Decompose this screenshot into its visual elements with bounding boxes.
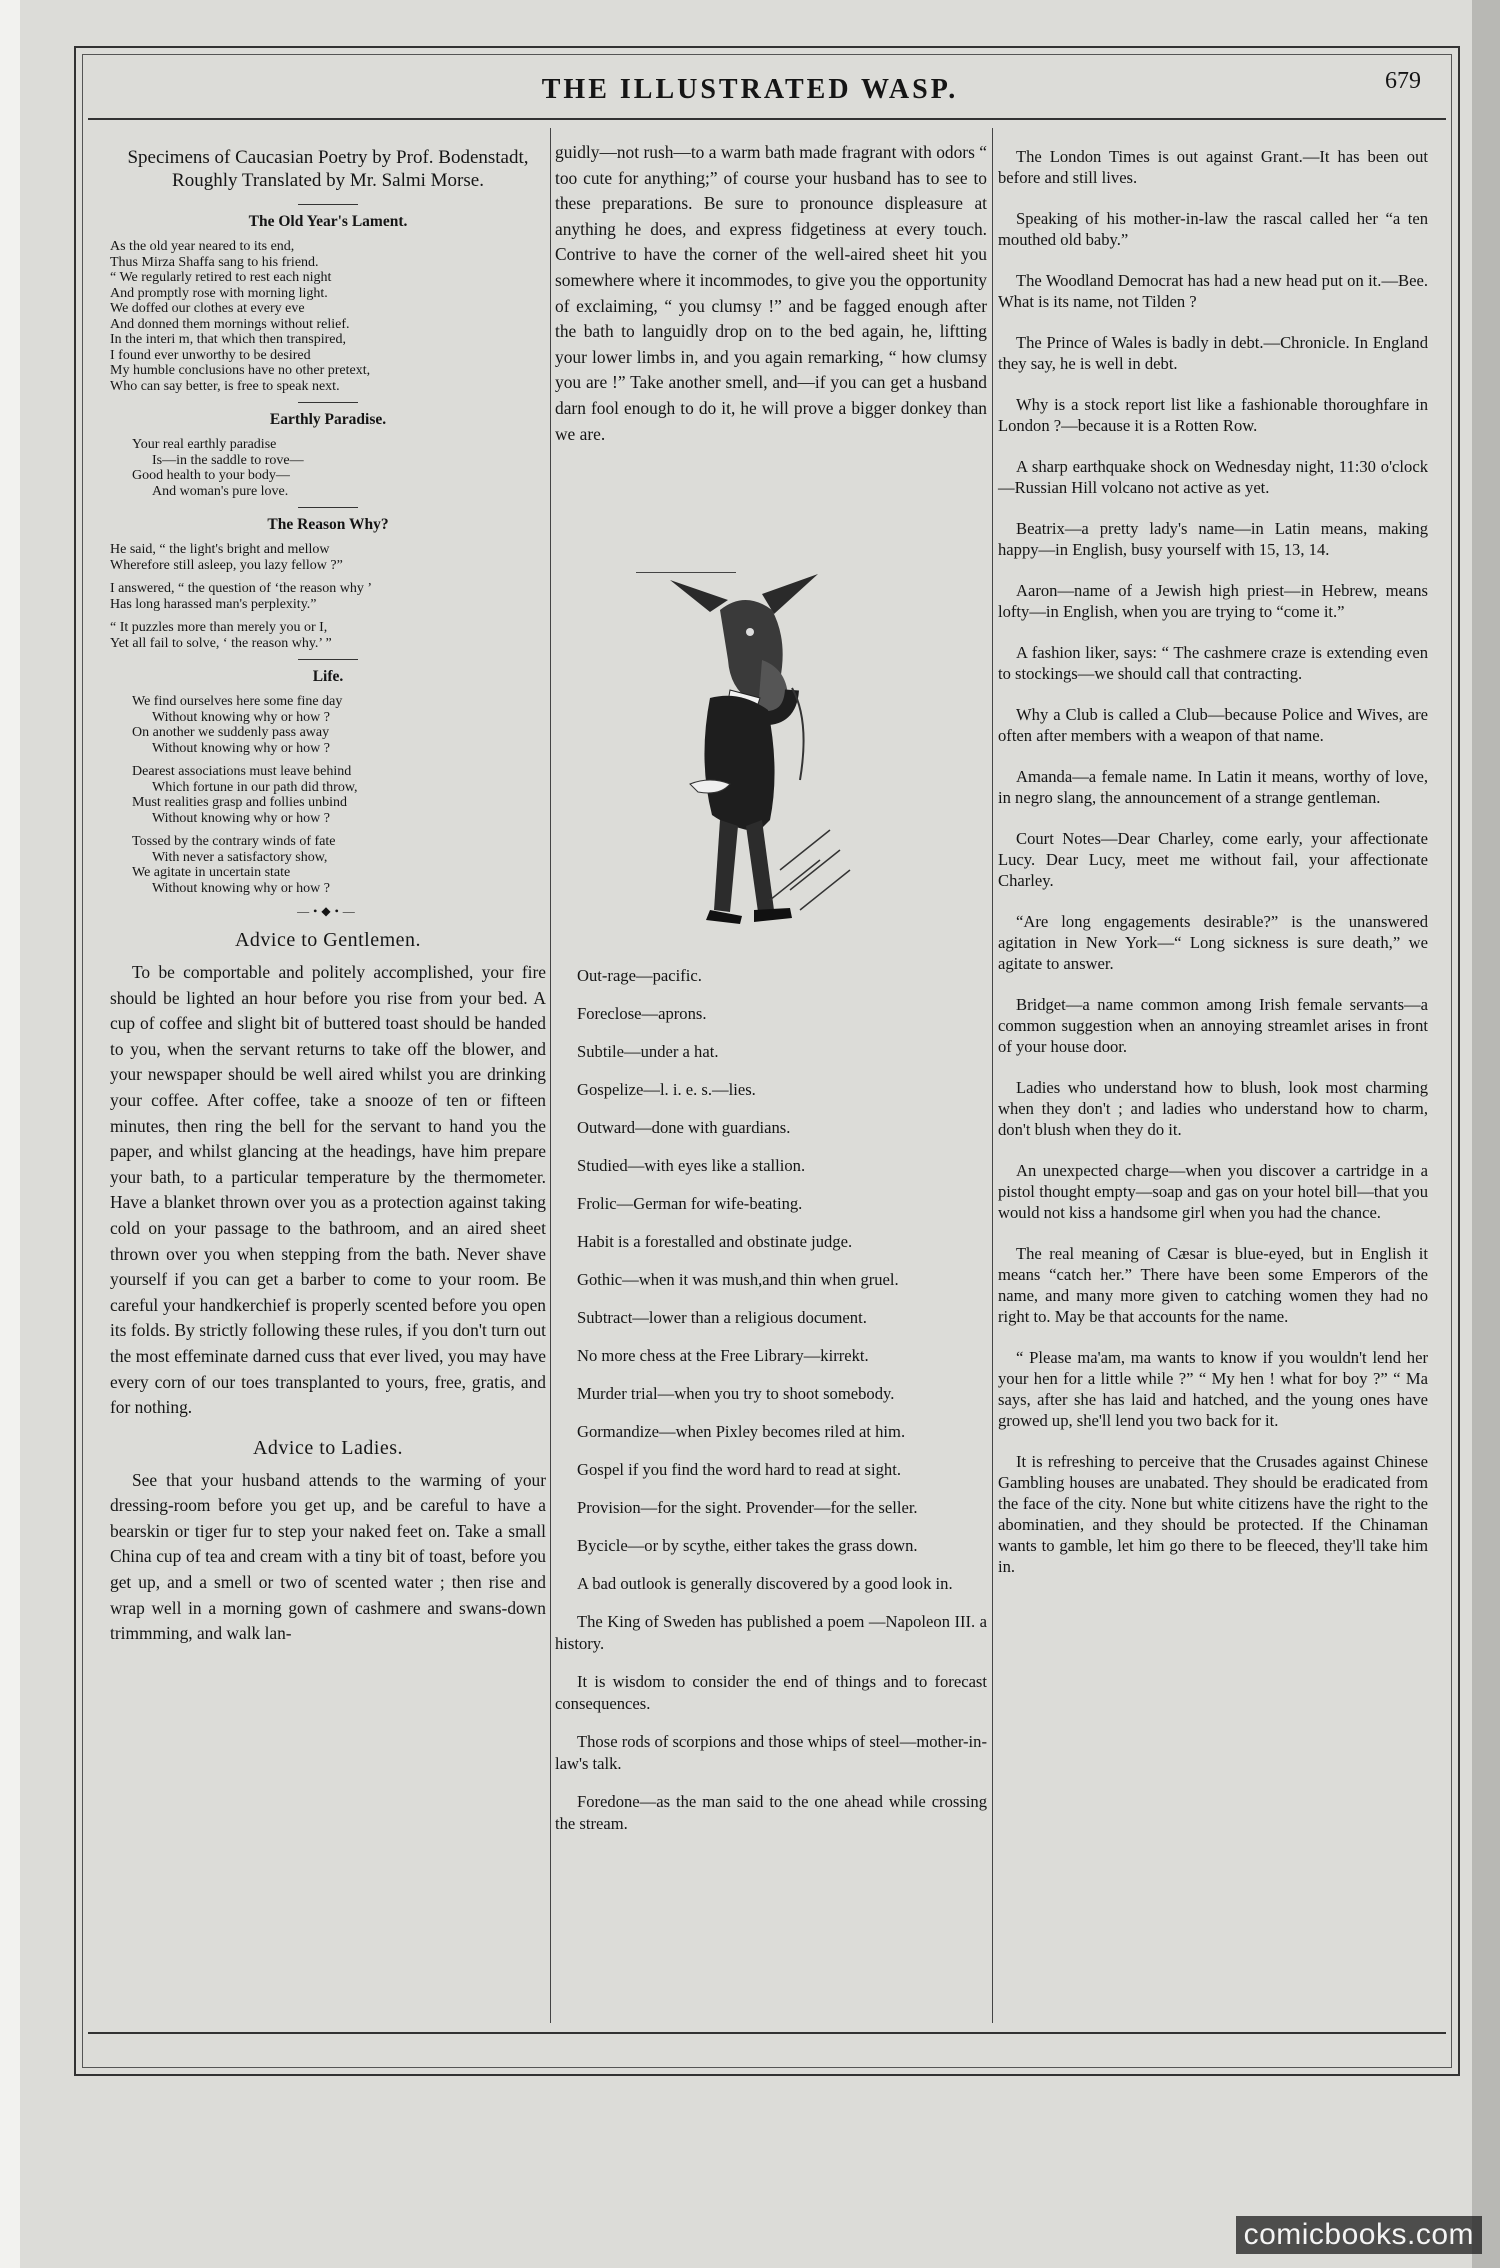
paragraph: The real meaning of Cæsar is blue-eyed, but in English it means “catch her.” There have been some Emperors of the name, and many more given to catching women they had no right to. May be that accounts for the name. — [998, 1244, 1428, 1326]
paragraph: A sharp earthquake shock on Wednesday night, 11:30 o'clock—Russian Hill volcano not active as yet. — [998, 457, 1428, 497]
paragraph: Gothic—when it was mush,and thin when gruel. — [577, 1270, 899, 1289]
column-1 — [110, 140, 546, 1647]
paragraph: Why is a stock report list like a fashionable thoroughfare in London ?—because it is a Rotten Row. — [998, 395, 1428, 435]
page-spine — [0, 0, 20, 2268]
paragraph: Out-rage—pacific. — [577, 966, 702, 985]
short-rule — [298, 659, 358, 660]
poem-line: We find ourselves here some fine day — [132, 694, 343, 709]
paragraph: An unexpected charge—when you discover a cartridge in a pistol thought empty—soap and gas on your hotel bill—that you would not kiss a handsome girl when you had the chance. — [998, 1161, 1428, 1222]
poem-stanza — [110, 437, 546, 499]
paragraph: Gospelize—l. i. e. s.—lies. — [577, 1080, 756, 1099]
poem-line: Is—in the saddle to rove— — [152, 452, 304, 468]
paragraph: The London Times is out against Grant.—It has been out before and still lives. — [998, 147, 1428, 187]
leg-left — [714, 820, 738, 912]
short-rule — [298, 204, 358, 205]
donkey-ear-left — [670, 580, 728, 612]
paragraph: The Prince of Wales is badly in debt.—Chronicle. In England they say, he is well in debt. — [998, 333, 1428, 373]
paragraph: Gospel if you find the word hard to read at sight. — [577, 1460, 901, 1479]
paragraph: It is wisdom to consider the end of things and to forecast consequences. — [555, 1672, 987, 1713]
paragraph: Subtile—under a hat. — [577, 1042, 719, 1061]
poem-title: The Reason Why? — [267, 516, 389, 533]
shoe-right — [754, 908, 792, 922]
definitions-list — [555, 965, 987, 1851]
poem-line: Wherefore still asleep, you lazy fellow ?” — [110, 557, 343, 573]
poem-line: He said, “ the light's bright and mellow — [110, 542, 330, 557]
footer-rule — [88, 2032, 1446, 2034]
article-title: Advice to Ladies. — [252, 1436, 404, 1459]
paragraph: Bridget—a name common among Irish female servants—a common suggestion when an annoying streamlet arises in front of your house door. — [998, 995, 1428, 1056]
paragraph: Amanda—a female name. In Latin it means, worthy of love, in negro slang, the announcement of a strange gentleman. — [998, 767, 1428, 807]
article-body-continued: guidly—not rush—to a warm bath made fragrant with odors “ too cute for anything;” of course your husband has to see to these preparations. Be sure to pronounce displeasure at anything he does, and express fidgetiness at every touch. Contrive to have the corner of the well-aired sheet hit you somewhere where it incommodes, to give you the opportunity of exclaiming, “ you clumsy !” and be fagged enough after the bath to languidly drop on to the bed again, he, liftting your lower limbs in, and you again remarking, “ how clumsy you are !” Take another smell, and—if you can get a husband darn fool enough to do it, he will prove a bigger donkey than we are. — [555, 142, 987, 444]
ground-hatching — [770, 830, 850, 910]
paragraph: Why a Club is called a Club—because Police and Wives, are often after members with a weapon of that name. — [998, 705, 1428, 745]
poem-line: Without knowing why or how ? — [152, 880, 330, 896]
poem-line: In the interi m, that which then transpired, — [110, 332, 346, 347]
shoe-left — [706, 910, 742, 924]
poem-title: The Old Year's Lament. — [248, 213, 408, 230]
column-2 — [555, 140, 987, 447]
poem-line: Yet all fail to solve, ‘ the reason why.’ ” — [110, 635, 332, 651]
paragraph: “ Please ma'am, ma wants to know if you wouldn't lend her your hen for a little while ?” “ My hen ! what for boy ?” “ Ma says, after she has laid and hatched, and the young ones have growed up, she'll lend you two back for it. — [998, 1348, 1428, 1430]
poem-line: Dearest associations must leave behind — [132, 764, 352, 779]
paragraph: Provision—for the sight. Provender—for the seller. — [577, 1498, 918, 1517]
poem-stanza — [110, 694, 546, 756]
paragraph: Ladies who understand how to blush, look most charming when they don't ; and ladies who understand how to charm, don't blush when they do it. — [998, 1078, 1428, 1139]
paragraph: Subtract—lower than a religious document. — [577, 1308, 867, 1327]
short-rule — [298, 507, 358, 508]
article-body: See that your husband attends to the warming of your dressing-room before you get up, and be careful to have a bearskin or tiger fur to step your naked feet on. Take a small China cup of tea and cream with a tiny bit of toast, before you get up, and a smell or two of scented water ; then rise and wrap well in a morning gown of cashmere and swans-down trimmming, and walk lan- — [110, 1469, 546, 1644]
leg-right — [746, 820, 774, 912]
poem-stanza — [110, 764, 546, 826]
paragraph: Court Notes—Dear Charley, come early, your affectionate Lucy. Dear Lucy, meet me without fail, your affectionate Charley. — [998, 829, 1428, 890]
column-rule-1 — [550, 128, 551, 2023]
paragraph: Foredone—as the man said to the one ahead while crossing the stream. — [555, 1792, 987, 1833]
poem-line: And promptly rose with morning light. — [110, 285, 328, 301]
poem-line: We agitate in uncertain state — [132, 865, 291, 880]
poem-title: Life. — [312, 668, 344, 685]
poem-line: Without knowing why or how ? — [152, 740, 330, 756]
poem-title: Earthly Paradise. — [269, 411, 387, 428]
paragraph: The Woodland Democrat has had a new head put on it.—Bee. What is its name, not Tilden ? — [998, 271, 1428, 311]
poem-line: Has long harassed man's perplexity.” — [110, 596, 317, 612]
paragraph: “Are long engagements desirable?” is the unanswered agitation in New York—“ Long sickness is sure death,” we agitate to answer. — [998, 912, 1428, 973]
poem-line: I answered, “ the question of ‘the reason why ’ — [110, 581, 373, 596]
poem-stanza — [110, 834, 546, 896]
poem-line: Without knowing why or how ? — [152, 810, 330, 826]
poem-stanza — [110, 620, 546, 651]
poem-line: Who can say better, is free to speak next. — [110, 378, 340, 394]
paragraph: A bad outlook is generally discovered by a good look in. — [577, 1574, 953, 1593]
article-body: To be comportable and politely accomplished, your fire should be lighted an hour before you rise from your bed. A cup of coffee and slight bit of buttered toast should be handed to you, when the servant returns to take off the blower, and your newspaper should be well aired whilst you are drinking your coffee. After coffee, take a snooze of ten or fifteen minutes, then ring the bell for the servant to hand you the paper, and whilst glancing at the headings, have him prepare your bath, to a particular temperature by the thermometer. Have a blanket thrown over you as a protection against taking cold on your passage to the bathroom, and an aired sheet thrown over you when stepping from the bath. Never shave yourself if you can get a barber to come to your room. Be careful your handkerchief is properly scented before you open its folds. By strictly following these rules, if you don't turn out the most effeminate darned cuss that ever lived, you may have every corn of our toes transplanted to yours, free, gratis, and for nothing. — [110, 962, 546, 1418]
masthead-title: THE ILLUSTRATED WASP. — [541, 74, 959, 105]
paragraph: Beatrix—a pretty lady's name—in Latin means, making happy—in English, busy yourself with 15, 13, 14. — [998, 519, 1428, 559]
page-number: 679 — [1385, 68, 1421, 94]
poem-stanza — [110, 542, 546, 573]
poem-line: My humble conclusions have no other pretext, — [110, 363, 371, 378]
article-title: Advice to Gentlemen. — [234, 929, 422, 951]
poetry-intro-title: Specimens of Caucasian Poetry by Prof. Bodenstadt, Roughly Translated by Mr. Salmi Morse. — [127, 147, 529, 191]
paragraph: Bycicle—or by scythe, either takes the grass down. — [577, 1536, 918, 1555]
paragraph: Those rods of scorpions and those whips of steel—mother-in-law's talk. — [555, 1732, 987, 1773]
section-divider: —•◆•— — [297, 904, 359, 918]
poem-line: We doffed our clothes at every eve — [110, 301, 305, 316]
column-3 — [998, 146, 1428, 1597]
paragraph: No more chess at the Free Library—kirrekt. — [577, 1346, 869, 1365]
donkey-eye — [746, 628, 754, 636]
paragraph: It is refreshing to perceive that the Crusades against Chinese Gambling houses are unabated. They should be eradicated from the face of the city. None but white citizens have the right to the abominatien, and they should be protected. If the Chinaman wants to gamble, let him go there to be fleeced, they'll take him in. — [998, 1452, 1428, 1576]
poem-line: Your real earthly paradise — [132, 437, 277, 452]
poem-line: As the old year neared to its end, — [110, 239, 295, 254]
poem-line: Good health to your body— — [132, 468, 290, 483]
poem-line: On another we suddenly pass away — [132, 725, 330, 740]
poem-stanza — [110, 239, 546, 394]
poem-line: I found ever unworthy to be desired — [110, 347, 311, 363]
column-rule-2 — [992, 128, 993, 2023]
paragraph: Habit is a forestalled and obstinate judge. — [577, 1232, 853, 1251]
watermark-logo: comicbooks.com — [1236, 2216, 1482, 2254]
poem-line: Tossed by the contrary winds of fate — [132, 834, 336, 849]
paragraph: Murder trial—when you try to shoot somebody. — [577, 1384, 895, 1403]
poem-line: And woman's pure love. — [152, 483, 289, 499]
donkey-ear-right — [762, 574, 818, 614]
poem-line: And donned them mornings without relief. — [110, 316, 350, 332]
header-rule — [88, 118, 1446, 120]
paragraph: Frolic—German for wife-beating. — [577, 1194, 803, 1213]
poem-line: “ We regularly retired to rest each night — [110, 270, 332, 285]
poem-line: Must realities grasp and follies unbind — [132, 795, 348, 810]
paragraph: The King of Sweden has published a poem —Napoleon III. a history. — [555, 1612, 987, 1653]
paragraph: A fashion liker, says: “ The cashmere craze is extending even to stockings—we should call that contracting. — [998, 643, 1428, 683]
poem-stanza — [110, 581, 546, 612]
poem-line: Thus Mirza Shaffa sang to his friend. — [110, 254, 319, 270]
paragraph: Foreclose—aprons. — [577, 1004, 707, 1023]
poem-line: Without knowing why or how ? — [152, 709, 330, 725]
donkey-gentleman-illustration — [650, 570, 890, 950]
poem-line: With never a satisfactory show, — [152, 849, 328, 865]
paragraph: Outward—done with guardians. — [577, 1118, 791, 1137]
paragraph: Studied—with eyes like a stallion. — [577, 1156, 806, 1175]
short-rule — [298, 402, 358, 403]
page-edge — [1472, 0, 1500, 2268]
poem-line: Which fortune in our path did throw, — [152, 779, 358, 795]
paragraph: Speaking of his mother-in-law the rascal called her “a ten mouthed old baby.” — [998, 209, 1428, 249]
poem-line: “ It puzzles more than merely you or I, — [110, 620, 328, 635]
paragraph: Gormandize—when Pixley becomes riled at him. — [577, 1422, 906, 1441]
paragraph: Aaron—name of a Jewish high priest—in Hebrew, means lofty—in English, when you are trying to “come it.” — [998, 581, 1428, 621]
